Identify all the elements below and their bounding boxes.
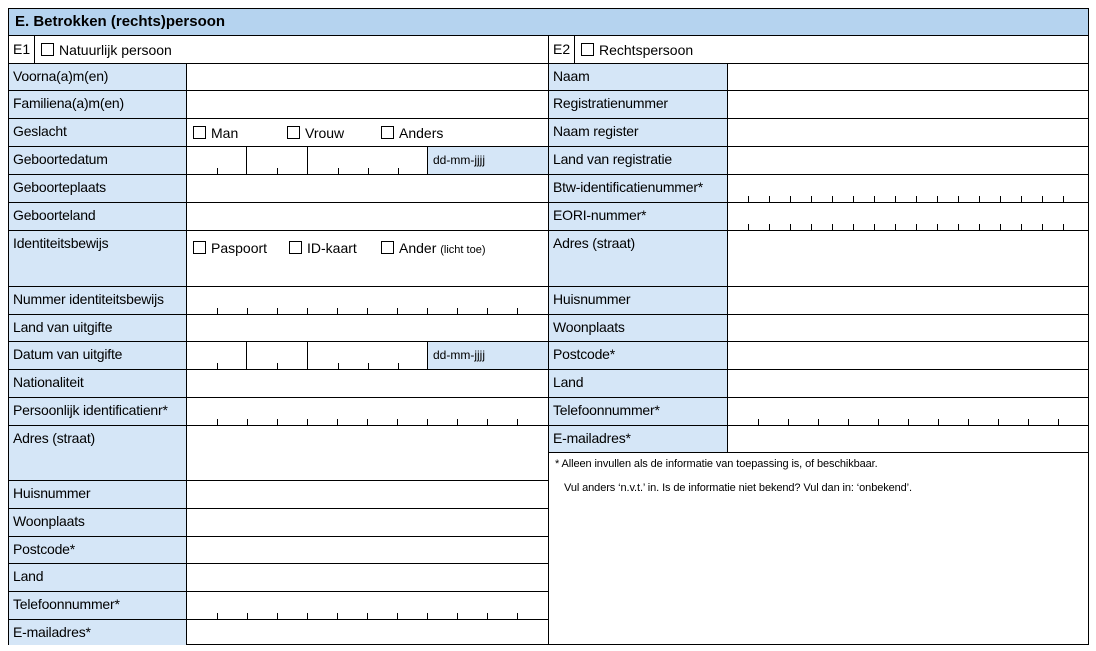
label-land-uitgifte: Land van uitgifte: [9, 315, 187, 341]
input-nationaliteit[interactable]: [187, 370, 548, 397]
row-land-registratie: [549, 147, 1088, 175]
label-woonplaats-rp: Woonplaats: [549, 315, 728, 341]
input-nummer-id[interactable]: [187, 287, 548, 314]
date-month-segment[interactable]: [247, 342, 308, 369]
checkbox-anders[interactable]: [381, 126, 394, 139]
label-id-kaart: ID-kaart: [307, 240, 357, 256]
input-land-rp[interactable]: [728, 370, 1088, 397]
id-option-paspoort[interactable]: [193, 240, 267, 256]
date-day-segment[interactable]: [187, 147, 247, 174]
input-email[interactable]: [187, 620, 548, 645]
tick-marks: [728, 223, 1088, 230]
input-voornamen[interactable]: [187, 64, 548, 90]
input-woonplaats[interactable]: [187, 509, 548, 536]
input-huisnummer[interactable]: [187, 481, 548, 508]
row-geboorteplaats: [9, 175, 548, 203]
label-geboorteplaats: Geboorteplaats: [9, 175, 187, 202]
input-postcode[interactable]: [187, 537, 548, 563]
row-postcode: [9, 537, 548, 564]
legal-entity-label: Rechtspersoon: [599, 42, 694, 58]
label-telefoon-rp: Telefoonnummer*: [549, 398, 728, 425]
e2-header-row: [549, 36, 1088, 64]
input-eori[interactable]: [728, 203, 1088, 230]
input-adres[interactable]: [187, 426, 548, 480]
date-year-segment[interactable]: [308, 147, 428, 174]
label-naam: Naam: [549, 64, 728, 90]
input-telefoon-rp[interactable]: [728, 398, 1088, 425]
input-geboorteland[interactable]: [187, 203, 548, 230]
id-option-id-kaart[interactable]: [289, 240, 357, 256]
row-nationaliteit: [9, 370, 548, 398]
label-familienamen: Familiena(a)m(en): [9, 91, 187, 118]
e1-code: E1: [9, 36, 35, 63]
checkbox-ander[interactable]: [381, 241, 394, 254]
row-persoonlijk-id: [9, 398, 548, 426]
row-btw: [549, 175, 1088, 203]
input-geboortedatum[interactable]: [187, 147, 548, 174]
label-btw: Btw-identificatienummer*: [549, 175, 728, 202]
legal-entity-checkbox[interactable]: [581, 43, 594, 56]
row-land: [9, 564, 548, 592]
row-geboortedatum: [9, 147, 548, 175]
row-adres-rp: [549, 231, 1088, 287]
row-familienamen: [9, 91, 548, 119]
input-land-registratie[interactable]: [728, 147, 1088, 174]
label-ander: Ander: [399, 240, 437, 256]
input-huisnummer-rp[interactable]: [728, 287, 1088, 314]
row-email: [9, 620, 548, 645]
ander-hint: (licht toe): [440, 244, 486, 256]
gender-option-man[interactable]: [193, 125, 238, 141]
label-paspoort: Paspoort: [211, 240, 268, 256]
row-datum-uitgifte: [9, 342, 548, 370]
row-woonplaats: [9, 509, 548, 537]
row-postcode-rp: [549, 342, 1088, 370]
legal-entity-option[interactable]: [581, 42, 693, 58]
natural-person-option[interactable]: [41, 42, 172, 58]
label-nummer-id: Nummer identiteitsbewijs: [9, 287, 187, 314]
tick-marks: [187, 418, 548, 425]
input-telefoon[interactable]: [187, 592, 548, 619]
natural-person-label: Natuurlijk persoon: [59, 42, 172, 58]
input-naam-register[interactable]: [728, 119, 1088, 146]
date-day-segment[interactable]: [187, 342, 247, 369]
label-land-rp: Land: [549, 370, 728, 397]
row-naam-register: [549, 119, 1088, 147]
input-familienamen[interactable]: [187, 91, 548, 118]
tick-marks: [728, 195, 1088, 202]
label-eori: EORI-nummer*: [549, 203, 728, 230]
date-format-hint: dd-mm-jjjj: [428, 342, 548, 369]
label-adres-rp: Adres (straat): [549, 231, 728, 286]
label-huisnummer-rp: Huisnummer: [549, 287, 728, 314]
gender-option-anders[interactable]: [381, 125, 443, 141]
label-geboorteland: Geboorteland: [9, 203, 187, 230]
row-registratienummer: [549, 91, 1088, 119]
label-geboortedatum: Geboortedatum: [9, 147, 187, 174]
row-huisnummer-rp: [549, 287, 1088, 315]
row-identiteitsbewijs: [9, 231, 548, 287]
section-title: E. Betrokken (rechts)persoon: [9, 9, 1088, 36]
label-woonplaats: Woonplaats: [9, 509, 187, 536]
checkbox-vrouw[interactable]: [287, 126, 300, 139]
label-identiteitsbewijs: Identiteitsbewijs: [9, 231, 187, 286]
input-land[interactable]: [187, 564, 548, 591]
input-btw[interactable]: [728, 175, 1088, 202]
tick-marks: [728, 418, 1088, 425]
row-eori: [549, 203, 1088, 231]
gender-option-vrouw[interactable]: [287, 125, 344, 141]
row-adres: [9, 426, 548, 481]
row-naam: [549, 64, 1088, 91]
input-email-rp[interactable]: [728, 426, 1088, 452]
label-voornamen: Voorna(a)m(en): [9, 64, 187, 90]
label-postcode-rp: Postcode*: [549, 342, 728, 369]
label-email-rp: E-mailadres*: [549, 426, 728, 452]
label-persoonlijk-id: Persoonlijk identificatienr*: [9, 398, 187, 425]
input-persoonlijk-id[interactable]: [187, 398, 548, 425]
label-geslacht: Geslacht: [9, 119, 187, 146]
id-type-options: [187, 231, 548, 286]
label-datum-uitgifte: Datum van uitgifte: [9, 342, 187, 369]
label-anders: Anders: [399, 125, 444, 141]
tick-marks: [187, 307, 548, 314]
input-adres-rp[interactable]: [728, 231, 1088, 286]
input-postcode-rp[interactable]: [728, 342, 1088, 369]
legal-entity-column: [548, 36, 1088, 644]
e2-code: E2: [549, 36, 575, 63]
row-geslacht: [9, 119, 548, 147]
id-option-ander[interactable]: [381, 240, 486, 256]
label-adres: Adres (straat): [9, 426, 187, 480]
row-land-rp: [549, 370, 1088, 398]
label-land: Land: [9, 564, 187, 591]
checkbox-id-kaart[interactable]: [289, 241, 302, 254]
label-naam-register: Naam register: [549, 119, 728, 146]
label-nationaliteit: Nationaliteit: [9, 370, 187, 397]
input-woonplaats-rp[interactable]: [728, 315, 1088, 341]
input-naam[interactable]: [728, 64, 1088, 90]
footnote-line-2: Vul anders ‘n.v.t.’ in. Is de informatie niet bekend? Vul dan in: ‘onbekend’.: [564, 482, 912, 494]
row-huisnummer: [9, 481, 548, 509]
row-voornamen: [9, 64, 548, 91]
label-postcode: Postcode*: [9, 537, 187, 563]
row-telefoon-rp: [549, 398, 1088, 426]
label-email: E-mailadres*: [9, 620, 187, 645]
section-e-form: [8, 8, 1089, 645]
input-geboorteplaats[interactable]: [187, 175, 548, 202]
checkbox-man[interactable]: [193, 126, 206, 139]
row-telefoon: [9, 592, 548, 620]
label-vrouw: Vrouw: [305, 125, 345, 141]
natural-person-checkbox[interactable]: [41, 43, 54, 56]
footnote-line-1: * Alleen invullen als de informatie van toepassing is, of beschikbaar.: [555, 458, 878, 470]
tick-marks: [187, 612, 548, 619]
date-month-segment[interactable]: [247, 147, 308, 174]
label-telefoon: Telefoonnummer*: [9, 592, 187, 619]
row-nummer-id: [9, 287, 548, 315]
row-geboorteland: [9, 203, 548, 231]
input-registratienummer[interactable]: [728, 91, 1088, 118]
row-email-rp: [549, 426, 1088, 453]
row-woonplaats-rp: [549, 315, 1088, 342]
label-huisnummer: Huisnummer: [9, 481, 187, 508]
input-datum-uitgifte[interactable]: [187, 342, 548, 369]
input-land-uitgifte[interactable]: [187, 315, 548, 341]
label-registratienummer: Registratienummer: [549, 91, 728, 118]
label-land-registratie: Land van registratie: [549, 147, 728, 174]
label-man: Man: [211, 125, 239, 141]
checkbox-paspoort[interactable]: [193, 241, 206, 254]
gender-options: [187, 119, 548, 146]
date-format-hint: dd-mm-jjjj: [428, 147, 548, 174]
date-year-segment[interactable]: [308, 342, 428, 369]
row-land-uitgifte: [9, 315, 548, 342]
e1-header-row: [9, 36, 548, 64]
